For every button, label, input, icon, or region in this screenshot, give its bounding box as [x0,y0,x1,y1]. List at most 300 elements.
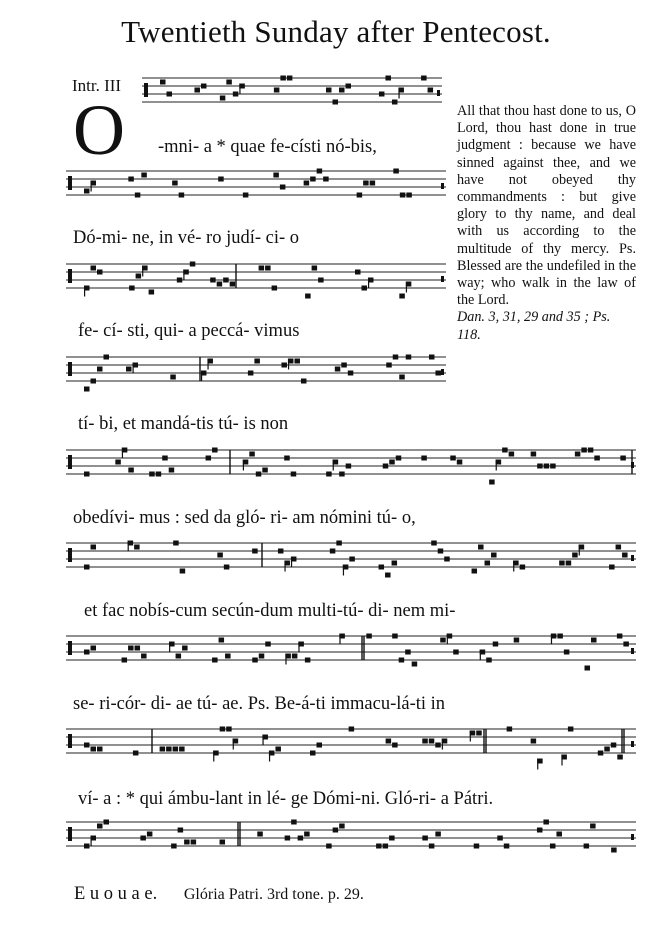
neume [280,76,286,81]
neume [531,452,537,457]
neume-stem [201,371,202,382]
neume [135,193,141,198]
neume [177,278,183,283]
neume [249,452,255,457]
neume [531,739,537,744]
neume [341,363,347,368]
neume [556,832,562,837]
neume [141,173,147,178]
neume [287,76,293,81]
neume [326,844,332,849]
lyric-line-6: et fac nobís-cum secún-dum multi-tú- di- nem mi- [84,601,456,621]
neume [349,557,355,562]
lyric-line-1: -mni- a * quae fe-císti nó-bis, [158,137,377,157]
lyric-line-4: tí- bi, et mandá-tis tú- is non [78,414,289,434]
neume-stem [133,363,134,374]
neume [294,359,300,364]
neume [392,634,398,639]
neume [84,565,90,570]
neume [399,294,405,299]
neume [450,456,456,461]
neume-stem [398,88,399,99]
neume [581,448,587,453]
neume [339,88,345,93]
staff-4 [66,353,446,391]
custos [631,555,634,561]
neume [259,654,265,659]
neume [91,266,97,271]
neume [91,747,97,752]
neume-stem [537,759,538,770]
neume-stem [262,735,263,746]
neume [223,278,229,283]
lyric-line-2: Dó-mi- ne, in vé- ro judí- ci- o [73,228,300,248]
neume [594,456,600,461]
neume-stem [142,266,143,277]
staff-9 [66,818,636,868]
neume [361,286,367,291]
neume [421,76,427,81]
staff-2 [66,167,446,205]
neume [339,472,345,477]
neume [273,173,279,178]
neume [572,553,578,558]
neume [182,646,188,651]
neume [285,836,291,841]
neume [212,448,218,453]
neume [217,553,223,558]
neume-stem [291,557,292,568]
neume [97,747,103,752]
neume [84,387,90,392]
neume [97,270,103,275]
custos [441,369,444,375]
neume [622,553,628,558]
neume [543,820,549,825]
staff-7 [66,632,636,682]
neume [336,541,342,546]
neume-stem [480,650,481,661]
neume [393,355,399,360]
neume-stem [368,278,369,289]
neume [262,468,268,473]
neume [220,727,226,732]
neume [379,92,385,97]
neume-stem [496,460,497,471]
neume-stem [169,642,170,653]
neume [257,832,263,837]
neume [220,96,226,101]
neume [226,80,232,85]
neume [278,549,284,554]
neume-stem [406,282,407,293]
neume-stem [84,286,85,297]
neume [386,739,392,744]
neume [435,832,441,837]
neume [370,181,376,186]
neume [566,561,572,566]
neume [389,460,395,465]
custos [631,462,634,468]
neume [393,169,399,174]
neume [220,840,226,845]
neume-stem [442,739,443,750]
neume [84,189,90,194]
neume [210,278,216,283]
neume [140,836,146,841]
neume [179,747,185,752]
neume-stem [579,545,580,556]
neume [291,820,297,825]
neume [476,731,482,736]
neume [422,836,428,841]
neume [147,832,153,837]
neume [348,371,354,376]
neume [412,662,418,667]
neume [226,727,232,732]
neume [318,278,324,283]
clef-mark [68,548,72,562]
custos [437,90,440,96]
initial-letter: O [73,90,125,170]
clef-mark [68,734,72,748]
neume [389,836,395,841]
neume [169,468,175,473]
custos [631,741,634,747]
neume [590,824,596,829]
neume-stem [239,84,240,95]
neume-stem [122,448,123,459]
neume [485,561,491,566]
neume [474,844,480,849]
neume [141,654,147,659]
neume [126,367,132,372]
neume [421,456,427,461]
neume [335,367,341,372]
staff-1 [142,74,442,108]
mode-label: Intr. III [72,76,122,95]
neume [444,557,450,562]
neume [617,755,623,760]
neume [428,88,434,93]
neume [564,650,570,655]
neume [604,747,610,752]
lyric-line-9: E u o u a e. [74,884,158,904]
neume [544,464,550,469]
neume [333,828,339,833]
neume [330,549,336,554]
translation-block [457,103,636,344]
neume [170,375,176,380]
page-title: Twentieth Sunday after Pentecost. [121,14,551,49]
neume [274,88,280,93]
neume [406,193,412,198]
neume [201,84,207,89]
neume [575,452,581,457]
neume [568,727,574,732]
neume [149,472,155,477]
neume-stem [298,642,299,653]
neume-stem [233,739,234,750]
neume [588,448,594,453]
neume [332,100,338,105]
neume [162,456,168,461]
neume [224,565,230,570]
neume [84,743,90,748]
neume [383,844,389,849]
footer [74,884,364,905]
neume [497,836,503,841]
neume-stem [513,561,514,572]
neume [206,456,212,461]
neume [104,820,110,825]
clef-mark [68,362,72,376]
neume [385,573,391,578]
neume [218,177,224,182]
neume [256,472,262,477]
neume [550,464,556,469]
neume-stem [447,634,448,645]
neume [128,177,134,182]
neume [304,832,310,837]
neume [429,739,435,744]
neume [399,658,405,663]
neume [310,751,316,756]
neume [422,739,428,744]
neume [248,371,254,376]
neume [550,844,556,849]
neume [191,840,197,845]
neume [156,472,162,477]
neume [91,646,97,651]
neume [617,634,623,639]
neume-stem [285,654,286,665]
neume-stem [284,561,285,572]
neume [280,185,286,190]
neume [225,654,231,659]
gloria-reference: Glória Patri. 3rd tone. p. 29. [183,886,364,903]
scripture-citation: Dan. 3, 31, 29 and 35 ; Ps. 118. [457,309,611,343]
neume [104,355,110,360]
neume [346,464,352,469]
neume [611,848,617,853]
neume [284,456,290,461]
neume [363,181,369,186]
neume [509,452,514,457]
neume [252,658,257,663]
neume [584,844,590,849]
neume-stem [91,836,92,847]
neume [233,92,239,97]
neume [392,100,398,105]
neume-stem [91,181,92,192]
clef-mark [68,269,72,283]
neume [386,363,392,368]
neume-stem [207,359,208,370]
neume [265,266,271,271]
neume [396,456,402,461]
neume [84,650,90,655]
neume [435,743,441,748]
neume [291,472,297,477]
neume [537,828,543,833]
neume [317,743,323,748]
neume [179,193,185,198]
neume [429,844,435,849]
neume [383,464,389,469]
neume [429,355,435,360]
neume-stem [128,541,129,552]
neume [323,177,329,182]
neume [431,541,437,546]
neume [301,379,307,384]
neume [493,642,499,647]
clef-mark [68,827,72,841]
neume [292,654,298,659]
neume [97,824,103,829]
neume [502,448,508,453]
neume [129,286,135,291]
neume [173,541,179,546]
clef-mark [144,83,148,97]
neume [349,727,355,732]
neume [317,169,323,174]
lyric-line-8: ví- a : * qui ámbu-lant in lé- ge Dómi-ni. Gló-ri- a Pátri. [78,789,494,809]
neume [491,553,497,558]
neume [366,634,372,639]
neume [194,88,200,93]
neume [254,359,259,364]
neume [84,844,90,849]
neume [405,650,411,655]
neume [537,464,543,469]
neume [133,751,139,756]
neume-stem [243,460,244,471]
neume [281,363,287,368]
neume [135,646,141,651]
lyric-line-7: se- ri-cór- di- ae tú- ae. Ps. Be-á-ti immacu-lá-ti in [73,694,446,714]
neume-stem [551,634,552,645]
custos [631,834,634,840]
neume [230,282,236,287]
custos [441,276,444,282]
neume-stem [343,565,344,576]
neume [171,844,177,849]
neume [357,193,363,198]
custos [441,183,444,189]
neume-stem [269,751,270,762]
neume [472,569,478,574]
neume [438,549,444,554]
neume-stem [213,751,214,762]
neume [489,480,495,485]
neume [252,549,258,554]
neume [217,282,223,287]
neume [392,561,398,566]
staff-8 [66,725,636,775]
neume [435,371,441,376]
neume [305,294,311,299]
neume [272,286,278,291]
neume-stem [561,755,562,766]
neume [620,456,626,461]
neume [128,646,134,651]
neume [376,844,382,849]
neume [180,569,186,574]
clef-mark [68,641,72,655]
neume [190,262,196,267]
neume [478,545,484,550]
neume [399,375,405,380]
neume [457,460,463,465]
neume [84,472,90,477]
neume [559,561,565,566]
neume [166,747,172,752]
neume [453,650,459,655]
neume [122,658,128,663]
neume [616,545,622,550]
staff-5 [66,446,636,496]
neume [312,266,318,271]
neume [339,824,345,829]
neume [440,638,446,643]
staff-6 [66,539,636,589]
neume [149,290,155,295]
neume [91,545,97,550]
neume [591,638,597,643]
neume [400,193,406,198]
neume [514,638,520,643]
neume [557,634,563,639]
clef-mark [68,455,72,469]
neume [406,355,412,360]
neume [326,472,332,477]
neume [507,727,512,732]
neume [178,828,184,833]
neume [184,840,190,845]
neume [136,274,142,279]
neume [504,844,510,849]
neume [585,666,591,671]
neume [259,266,265,271]
neume-stem [288,359,289,370]
neume [243,193,249,198]
clef-mark [68,176,72,190]
translation-text: All that thou hast done to us, O Lord, thou hast done in true judgment : because we have sinned against thee, and we have not obeyed thy commandments : but give glory to thy name, and deal with us according to the multitude of thy mercy. Ps. Blessed are the undefiled in the way; who walk in the law of the Lord. [457,103,636,309]
neume [345,84,351,89]
neume [115,460,121,465]
neume [379,565,385,570]
neume-stem [183,270,184,281]
neume [304,181,310,186]
neume [611,743,617,748]
neume [623,642,629,647]
neume [265,642,271,647]
neume [305,658,311,663]
staff-3 [66,260,446,298]
neume [176,654,182,659]
neume-stem [333,460,334,471]
lyric-line-5: obedívi- mus : sed da gló- ri- am nómini tú- o, [73,508,416,528]
neume [219,638,225,643]
neume [326,88,332,93]
neume [134,545,140,550]
neume [392,743,398,748]
neume [598,751,604,756]
neume [310,177,316,182]
neume [275,747,281,752]
neume [172,181,178,186]
